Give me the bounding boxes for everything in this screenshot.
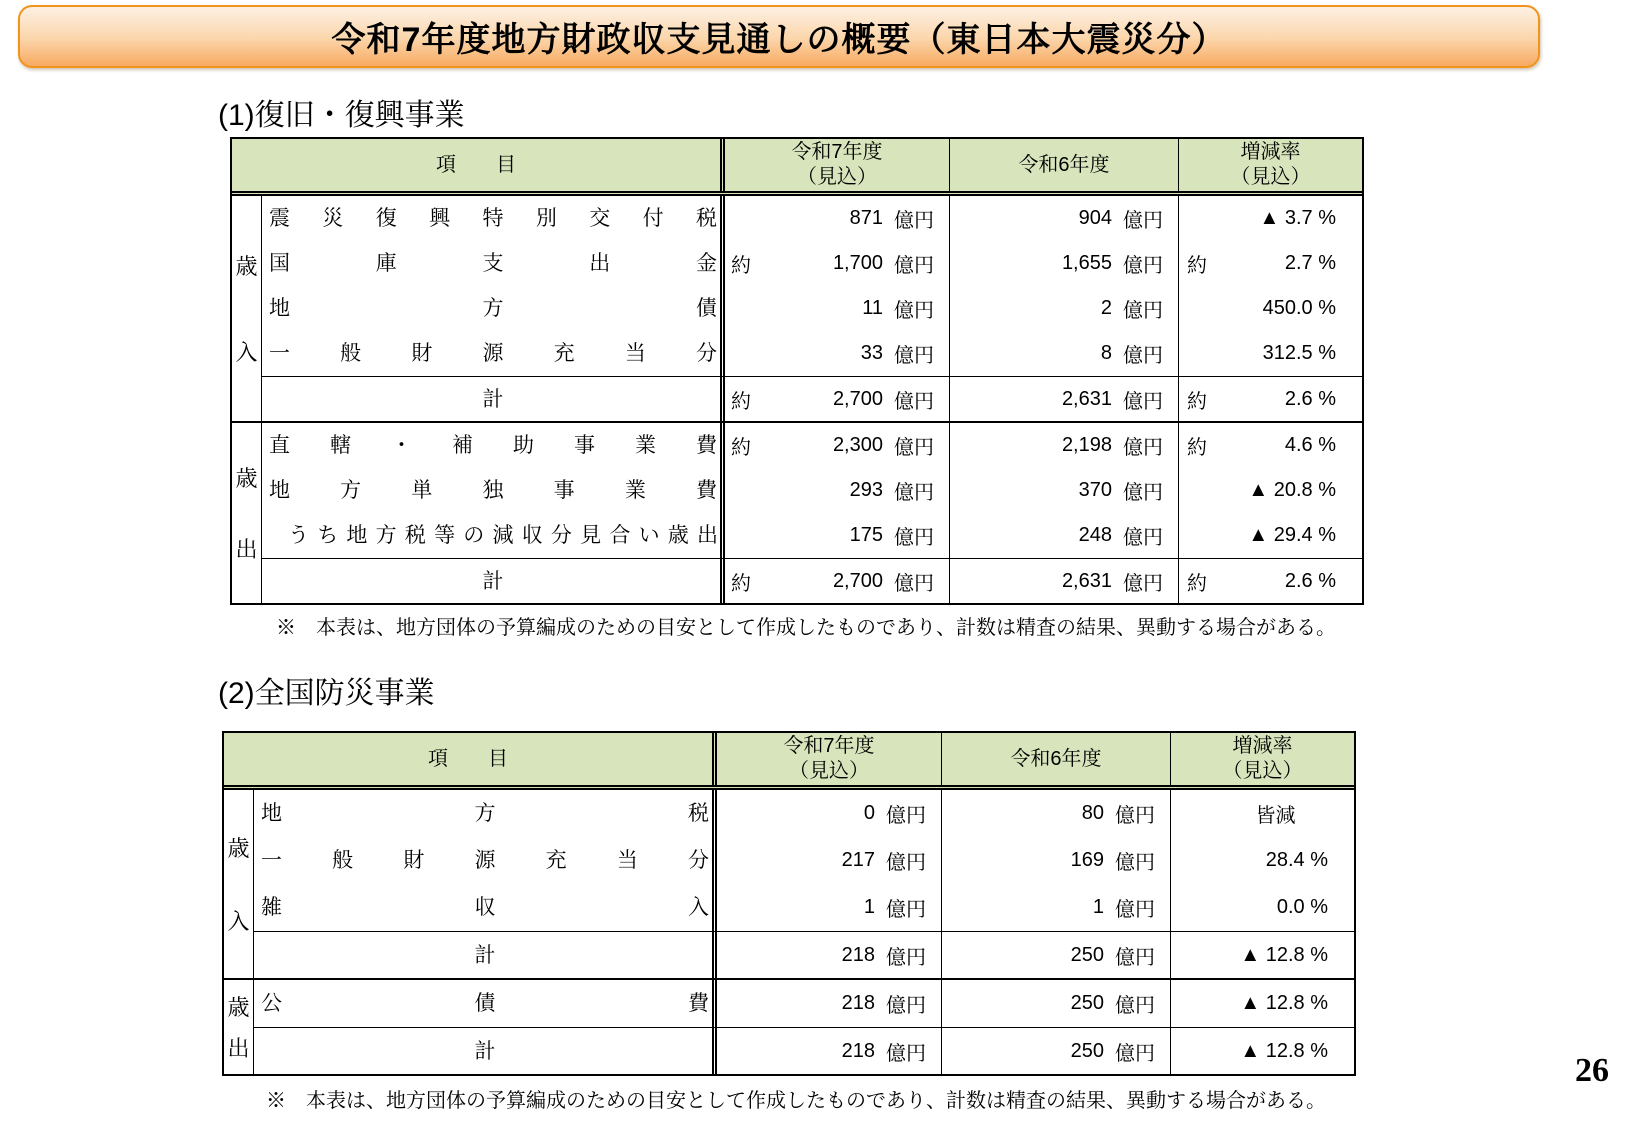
r7-cell — [720, 196, 949, 241]
unit: 億円 — [1115, 995, 1155, 1017]
page-number: 26 — [1575, 1052, 1609, 1089]
table-header-row — [232, 139, 1362, 196]
revenue-section — [224, 790, 1354, 978]
side-char: 入 — [227, 909, 250, 934]
header-r7 — [712, 733, 941, 785]
amount: 218 — [841, 992, 875, 1014]
r6-cell — [949, 377, 1178, 421]
revenue-total-row — [262, 376, 1362, 421]
disaster-prevention-table — [222, 731, 1356, 1076]
unit: 億円 — [1115, 946, 1155, 969]
unit: 億円 — [1123, 210, 1163, 232]
total-label: 計 — [474, 1040, 496, 1063]
rate-value: 2.6 % — [1284, 387, 1336, 410]
table-row — [254, 980, 1354, 1027]
expenditure-total-row — [254, 1027, 1354, 1074]
rate-cell — [1170, 790, 1354, 837]
amount: 2 — [1100, 297, 1112, 319]
total-label: 計 — [482, 388, 504, 411]
amount: 11 — [862, 297, 883, 319]
row-label: 地方債 — [269, 297, 717, 320]
revenue-side-label — [232, 196, 262, 421]
amount: 33 — [860, 342, 883, 364]
title-banner — [18, 5, 1540, 68]
row-label: 雑収入 — [261, 896, 709, 919]
r7-cell — [720, 423, 949, 468]
page-title: 令和7年度地方財政収支見通しの概要（東日本大震災分） — [331, 21, 1227, 59]
table-row — [262, 468, 1362, 513]
rate-value: 312.5 % — [1262, 342, 1336, 364]
rate-cell — [1178, 196, 1362, 241]
unit: 億円 — [894, 482, 934, 504]
header-item: 項 目 — [428, 747, 508, 770]
side-char: 歳 — [227, 994, 250, 1020]
expenditure-rows — [254, 980, 1354, 1074]
rate-cell — [1170, 884, 1354, 931]
table-row — [262, 286, 1362, 331]
table-row — [254, 884, 1354, 931]
approx-prefix: 約 — [731, 255, 751, 277]
r7-cell — [720, 513, 949, 558]
header-rate — [1170, 733, 1354, 785]
amount: 250 — [1070, 943, 1104, 966]
unit: 億円 — [1115, 805, 1155, 827]
unit: 億円 — [894, 210, 934, 232]
header-rate-line2: （見込） — [1230, 166, 1311, 188]
r7-cell — [720, 468, 949, 513]
r6-cell — [941, 980, 1170, 1027]
rate-value: ▲ 12.8 % — [1240, 1039, 1328, 1062]
rate-cell — [1178, 468, 1362, 513]
amount: 80 — [1081, 802, 1104, 824]
row-label: 震災復興特別交付税 — [269, 207, 717, 230]
total-label: 計 — [482, 570, 504, 593]
approx-prefix: 約 — [1187, 390, 1207, 413]
expenditure-side-label — [224, 980, 254, 1074]
amount: 175 — [849, 524, 883, 546]
approx-prefix: 約 — [1187, 572, 1207, 595]
r6-cell — [949, 286, 1178, 331]
unit: 億円 — [1123, 482, 1163, 504]
rate-cell — [1170, 932, 1354, 978]
row-label: 一般財源充当分 — [269, 342, 717, 365]
amount: 293 — [849, 479, 883, 501]
rate-cell — [1178, 513, 1362, 558]
rate-cell — [1178, 423, 1362, 468]
unit: 億円 — [1115, 852, 1155, 874]
header-rate — [1178, 139, 1362, 191]
r7-cell — [720, 286, 949, 331]
r6-cell — [941, 837, 1170, 884]
r6-cell — [941, 1028, 1170, 1074]
r7-cell — [720, 241, 949, 286]
rate-cell — [1170, 1028, 1354, 1074]
amount: 871 — [849, 207, 883, 229]
header-rate-line1: 増減率 — [1232, 735, 1293, 757]
revenue-rows — [254, 790, 1354, 978]
unit: 億円 — [886, 852, 926, 874]
table-row — [262, 513, 1362, 558]
revenue-total-row — [254, 931, 1354, 978]
r6-cell — [949, 241, 1178, 286]
table-row — [262, 196, 1362, 241]
table-2-footnote: ※ 本表は、地方団体の予算編成のための目安として作成したものであり、計数は精査の結果、異動する場合がある。 — [266, 1090, 1326, 1112]
table-row — [262, 241, 1362, 286]
unit: 億円 — [894, 345, 934, 367]
r7-cell — [712, 837, 941, 884]
amount: 248 — [1078, 524, 1112, 546]
header-r7-line1: 令和7年度 — [783, 735, 875, 757]
unit: 億円 — [1123, 345, 1163, 367]
side-char: 出 — [227, 1036, 250, 1062]
r6-cell — [949, 331, 1178, 376]
r6-cell — [949, 513, 1178, 558]
table-row — [254, 837, 1354, 884]
unit: 億円 — [1115, 1042, 1155, 1065]
amount: 250 — [1070, 992, 1104, 1014]
unit: 億円 — [886, 899, 926, 921]
r6-cell — [949, 196, 1178, 241]
amount: 0 — [863, 802, 875, 824]
rate-value: ▲ 29.4 % — [1248, 524, 1336, 546]
rate-value: 0.0 % — [1276, 896, 1328, 918]
r7-cell — [712, 932, 941, 978]
table-row — [262, 423, 1362, 468]
expenditure-side-label — [232, 423, 262, 603]
amount: 218 — [841, 1039, 875, 1062]
unit: 億円 — [1123, 255, 1163, 277]
r6-cell — [941, 932, 1170, 978]
unit: 億円 — [886, 946, 926, 969]
unit: 億円 — [894, 255, 934, 277]
rate-cell — [1178, 286, 1362, 331]
amount: 2,631 — [1061, 387, 1112, 410]
unit: 億円 — [1123, 572, 1163, 595]
unit: 億円 — [1123, 390, 1163, 413]
header-r7-line2: （見込） — [789, 760, 869, 782]
r6-cell — [949, 468, 1178, 513]
unit: 億円 — [894, 300, 934, 322]
rate-value: 2.6 % — [1284, 569, 1336, 592]
row-label: 直轄・補助事業費 — [269, 434, 717, 457]
rate-cell — [1178, 377, 1362, 421]
approx-prefix: 約 — [731, 390, 751, 413]
header-r6 — [949, 139, 1178, 191]
unit: 億円 — [1123, 437, 1163, 459]
r7-cell — [712, 790, 941, 837]
header-r7 — [720, 139, 949, 191]
header-r6-label: 令和6年度 — [1010, 747, 1102, 770]
amount: 1 — [863, 896, 875, 918]
rate-cell — [1178, 241, 1362, 286]
header-r6 — [941, 733, 1170, 785]
rate-value: ▲ 12.8 % — [1240, 992, 1328, 1014]
unit: 億円 — [886, 805, 926, 827]
approx-prefix: 約 — [731, 572, 751, 595]
header-r7-line1: 令和7年度 — [791, 141, 883, 163]
r7-cell — [720, 559, 949, 603]
unit: 億円 — [886, 995, 926, 1017]
revenue-rows — [262, 196, 1362, 421]
approx-prefix: 約 — [1187, 255, 1207, 277]
section-2-title: (2)全国防災事業 — [218, 677, 435, 710]
amount: 8 — [1100, 342, 1112, 364]
amount: 2,700 — [832, 387, 883, 410]
rate-value: 皆減 — [1255, 805, 1296, 827]
r7-cell — [712, 980, 941, 1027]
row-label: 地方単独事業費 — [269, 479, 717, 502]
unit: 億円 — [1123, 300, 1163, 322]
row-label: 一般財源充当分 — [261, 849, 709, 872]
rate-value: ▲ 20.8 % — [1248, 479, 1336, 501]
approx-prefix: 約 — [731, 437, 751, 459]
expenditure-rows — [262, 423, 1362, 603]
rate-value: 28.4 % — [1265, 849, 1328, 871]
unit: 億円 — [894, 437, 934, 459]
table-header-row — [224, 733, 1354, 790]
expenditure-section — [224, 978, 1354, 1074]
r6-cell — [941, 884, 1170, 931]
amount: 1,700 — [832, 252, 883, 274]
revenue-section — [232, 196, 1362, 421]
rate-value: 4.6 % — [1284, 434, 1336, 456]
expenditure-section — [232, 421, 1362, 603]
row-label: うち地方税等の減収分見合い歳出 — [288, 524, 718, 547]
unit: 億円 — [894, 527, 934, 549]
table-1-footnote: ※ 本表は、地方団体の予算編成のための目安として作成したものであり、計数は精査の結果、異動する場合がある。 — [276, 617, 1336, 639]
amount: 2,631 — [1061, 569, 1112, 592]
amount: 250 — [1070, 1039, 1104, 1062]
header-r6-label: 令和6年度 — [1018, 153, 1110, 176]
side-char: 歳 — [235, 466, 258, 492]
rate-value: 2.7 % — [1284, 252, 1336, 274]
side-char: 歳 — [235, 254, 258, 280]
row-label: 地方税 — [261, 802, 709, 825]
rate-cell — [1178, 559, 1362, 603]
amount: 370 — [1078, 479, 1112, 501]
r6-cell — [949, 423, 1178, 468]
r6-cell — [949, 559, 1178, 603]
rate-value: ▲ 3.7 % — [1259, 207, 1336, 229]
amount: 2,198 — [1061, 434, 1112, 456]
header-rate-line1: 増減率 — [1240, 141, 1301, 163]
side-char: 歳 — [227, 836, 250, 861]
total-label: 計 — [474, 944, 496, 967]
unit: 億円 — [1115, 899, 1155, 921]
amount: 904 — [1078, 207, 1112, 229]
side-char: 入 — [235, 339, 258, 365]
expenditure-total-row — [262, 558, 1362, 603]
row-label: 公債費 — [261, 992, 709, 1015]
r7-cell — [720, 377, 949, 421]
amount: 1 — [1092, 896, 1104, 918]
approx-prefix: 約 — [1187, 437, 1207, 459]
unit: 億円 — [1123, 527, 1163, 549]
table-row — [254, 790, 1354, 837]
header-item: 項 目 — [436, 153, 516, 176]
header-rate-line2: （見込） — [1222, 760, 1303, 782]
section-1-title: (1)復旧・復興事業 — [218, 99, 465, 132]
rate-cell — [1178, 331, 1362, 376]
side-char: 出 — [235, 536, 258, 562]
recovery-table — [230, 137, 1364, 605]
header-r7-line2: （見込） — [797, 166, 877, 188]
unit: 億円 — [894, 390, 934, 413]
amount: 2,300 — [832, 434, 883, 456]
rate-cell — [1170, 837, 1354, 884]
amount: 2,700 — [832, 569, 883, 592]
r7-cell — [720, 331, 949, 376]
revenue-side-label — [224, 790, 254, 978]
r7-cell — [712, 884, 941, 931]
r7-cell — [712, 1028, 941, 1074]
amount: 217 — [841, 849, 875, 871]
rate-cell — [1170, 980, 1354, 1027]
unit: 億円 — [886, 1042, 926, 1065]
table-row — [262, 331, 1362, 376]
amount: 1,655 — [1061, 252, 1112, 274]
row-label: 国庫支出金 — [269, 252, 717, 275]
amount: 218 — [841, 943, 875, 966]
rate-value: 450.0 % — [1262, 297, 1336, 319]
r6-cell — [941, 790, 1170, 837]
amount: 169 — [1070, 849, 1104, 871]
unit: 億円 — [894, 572, 934, 595]
rate-value: ▲ 12.8 % — [1240, 943, 1328, 966]
